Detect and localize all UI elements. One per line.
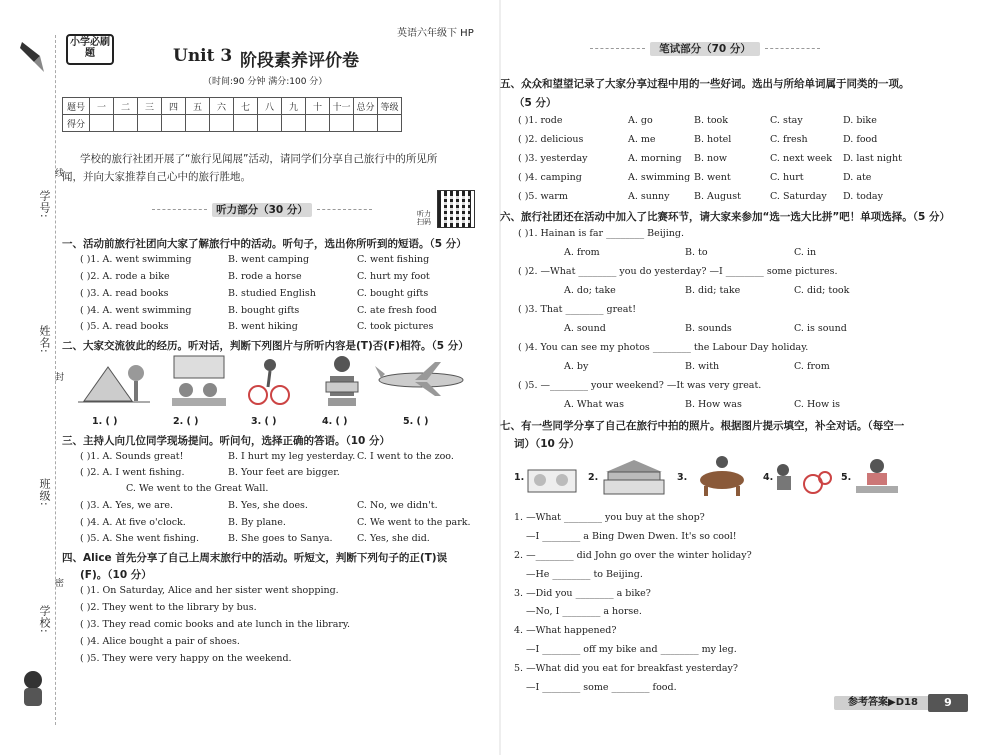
q5-5-option-a[interactable]: A. sunny	[628, 191, 670, 202]
q3-4-option-c[interactable]: C. We went to the park.	[357, 517, 471, 528]
q4-statement-5[interactable]: ( )5. They were very happy on the weekend.	[80, 653, 292, 664]
q7-line[interactable]: —I ________ some ________ food.	[526, 682, 677, 693]
unit-label: Unit 3	[173, 46, 233, 66]
q4-statement-1[interactable]: ( )1. On Saturday, Alice and her sister went shopping.	[80, 585, 339, 596]
q5-2-word[interactable]: ( )2. delicious	[518, 134, 584, 145]
score-cell: 四	[162, 98, 186, 115]
q1-4-option-b[interactable]: B. bought gifts	[228, 305, 300, 316]
q6-1-option-b[interactable]: B. to	[685, 247, 708, 258]
score-cell: 得分	[63, 115, 90, 132]
q5-3-option-a[interactable]: A. morning	[628, 153, 682, 164]
score-input[interactable]	[282, 115, 306, 132]
series-logo: 小学必刷题	[66, 34, 114, 65]
q3-2-option-a[interactable]: ( )2. A. I went fishing.	[80, 467, 185, 478]
qr-label: 听力扫码	[417, 210, 431, 226]
q6-4-option-c[interactable]: C. from	[794, 361, 830, 372]
fell-off-bike-picture-icon	[773, 458, 833, 496]
q1-5-option-a[interactable]: ( )5. A. read books	[80, 321, 169, 332]
q3-2-option-c[interactable]: C. We went to the Great Wall.	[126, 483, 269, 494]
tiananmen-picture-icon	[600, 458, 668, 496]
q5-4-option-b[interactable]: B. went	[694, 172, 731, 183]
score-cell: 十	[306, 98, 330, 115]
q5-5-option-c[interactable]: C. Saturday	[770, 191, 827, 202]
section-4-title-cont: (F)。（10 分）	[80, 569, 152, 581]
q5-4-word[interactable]: ( )4. camping	[518, 172, 582, 183]
riding-horse-picture-icon	[688, 454, 756, 498]
gift-shop-picture-icon	[526, 462, 578, 494]
score-input[interactable]	[90, 115, 114, 132]
q7-line[interactable]: —I ________ a Bing Dwen Dwen. It's so cool!	[526, 531, 737, 542]
q3-3-option-c[interactable]: C. No, we didn't.	[357, 500, 438, 511]
q3-3-option-b[interactable]: B. Yes, she does.	[228, 500, 308, 511]
score-cell: 九	[282, 98, 306, 115]
score-cell: 二	[114, 98, 138, 115]
q5-3-option-b[interactable]: B. now	[694, 153, 727, 164]
q5-3-word[interactable]: ( )3. yesterday	[518, 153, 588, 164]
intro-line: 闻，并向大家推荐自己心中的旅行胜地。	[62, 171, 251, 183]
q3-5-option-a[interactable]: ( )5. A. She went fishing.	[80, 533, 199, 544]
margin-label-class: 班级:	[38, 478, 51, 507]
q7-line[interactable]: 1. —What ________ you buy at the shop?	[514, 512, 705, 523]
score-table-header-row	[63, 98, 402, 115]
q3-1-option-c[interactable]: C. I went to the zoo.	[357, 451, 454, 462]
score-input[interactable]	[378, 115, 402, 132]
q5-2-option-c[interactable]: C. fresh	[770, 134, 808, 145]
pencil-decoration-icon	[18, 38, 46, 78]
picture-label: 4.	[763, 472, 774, 483]
q7-line[interactable]: 4. —What happened?	[514, 625, 617, 636]
score-input[interactable]	[114, 115, 138, 132]
q6-4-option-a[interactable]: A. by	[564, 361, 589, 372]
q7-line[interactable]: —He ________ to Beijing.	[526, 569, 643, 580]
q5-2-option-b[interactable]: B. hotel	[694, 134, 732, 145]
q7-line[interactable]: 2. —________ did John go over the winter holiday?	[514, 550, 752, 561]
score-cell: 八	[258, 98, 282, 115]
q6-3-option-b[interactable]: B. sounds	[685, 323, 732, 334]
score-cell: 六	[210, 98, 234, 115]
picture-1-answer[interactable]: 1. ( )	[92, 416, 118, 427]
section-5-title-cont: （5 分）	[514, 97, 557, 109]
q1-1-option-a[interactable]: ( )1. A. went swimming	[80, 254, 192, 265]
page-number: 9	[928, 694, 968, 712]
q6-3-question: ( )3. That ________ great!	[518, 304, 637, 315]
picture-label: 5.	[841, 472, 852, 483]
score-input[interactable]	[210, 115, 234, 132]
section-1-title: 一、活动前旅行社团向大家了解旅行中的活动。听句子，选出你所听到的短语。（5 分）	[62, 238, 467, 250]
q6-2-option-b[interactable]: B. did; take	[685, 285, 741, 296]
score-input[interactable]	[162, 115, 186, 132]
q5-5-option-d[interactable]: D. today	[843, 191, 883, 202]
picture-5-answer[interactable]: 5. ( )	[403, 416, 429, 427]
q4-statement-3[interactable]: ( )3. They read comic books and ate lunch in the library.	[80, 619, 351, 630]
q6-5-question: ( )5. —________ your weekend? —It was very great.	[518, 380, 762, 391]
q6-2-option-a[interactable]: A. do; take	[564, 285, 616, 296]
score-input[interactable]	[186, 115, 210, 132]
q1-2-option-b[interactable]: B. rode a horse	[228, 271, 302, 282]
classroom-picture-icon	[170, 352, 228, 408]
picture-4-answer[interactable]: 4. ( )	[322, 416, 348, 427]
q5-2-option-d[interactable]: D. food	[843, 134, 878, 145]
mascot-decoration-icon	[16, 668, 50, 712]
q3-5-option-b[interactable]: B. She goes to Sanya.	[228, 533, 333, 544]
q6-2-option-c[interactable]: C. did; took	[794, 285, 850, 296]
q5-5-option-b[interactable]: B. August	[694, 191, 741, 202]
listening-section-band: 听力部分（30 分）	[212, 203, 312, 217]
q6-3-option-c[interactable]: C. is sound	[794, 323, 847, 334]
q1-3-option-a[interactable]: ( )3. A. read books	[80, 288, 169, 299]
score-input[interactable]	[354, 115, 378, 132]
q5-2-option-a[interactable]: A. me	[628, 134, 656, 145]
q3-4-option-a[interactable]: ( )4. A. At five o'clock.	[80, 517, 186, 528]
writing-section-band: 笔试部分（70 分）	[650, 42, 760, 56]
q6-3-option-a[interactable]: A. sound	[564, 323, 606, 334]
q5-5-word[interactable]: ( )5. warm	[518, 191, 568, 202]
section-4-title: 四、Alice 首先分享了自己上周末旅行中的活动。听短文，判断下列句子的正(T)误	[62, 552, 448, 564]
score-cell: 五	[186, 98, 210, 115]
score-cell: 总分	[354, 98, 378, 115]
picture-label: 1.	[514, 472, 525, 483]
q7-line[interactable]: —I ________ off my bike and ________ my leg.	[526, 644, 737, 655]
girl-riding-bike-picture-icon	[248, 355, 290, 407]
q6-5-option-a[interactable]: A. What was	[564, 399, 624, 410]
section-3-title: 三、主持人向几位同学现场提问。听问句，选择正确的答语。（10 分）	[62, 435, 391, 447]
score-input[interactable]	[306, 115, 330, 132]
q6-1-question: ( )1. Hainan is far ________ Beijing.	[518, 228, 684, 239]
q3-1-option-b[interactable]: B. I hurt my leg yesterday.	[228, 451, 356, 462]
q1-5-option-b[interactable]: B. went hiking	[228, 321, 298, 332]
q1-3-option-b[interactable]: B. studied English	[228, 288, 316, 299]
q4-statement-2[interactable]: ( )2. They went to the library by bus.	[80, 602, 257, 613]
score-table-score-row	[63, 115, 402, 132]
airplane-picture-icon	[375, 360, 467, 398]
q3-2-option-b[interactable]: B. Your feet are bigger.	[228, 467, 340, 478]
q5-1-option-b[interactable]: B. took	[694, 115, 729, 126]
q5-4-option-d[interactable]: D. ate	[843, 172, 872, 183]
section-2-title: 二、大家交流彼此的经历。听对话，判断下列图片与所听内容是(T)否(F)相符。（5 分）	[62, 340, 469, 352]
q5-1-option-d[interactable]: D. bike	[843, 115, 877, 126]
q5-1-word[interactable]: ( )1. rode	[518, 115, 563, 126]
score-cell: 题号	[63, 98, 90, 115]
margin-label-name: 姓名:	[38, 325, 51, 354]
q6-1-option-a[interactable]: A. from	[564, 247, 600, 258]
q5-1-option-c[interactable]: C. stay	[770, 115, 803, 126]
q1-3-option-c[interactable]: C. bought gifts	[357, 288, 429, 299]
q1-4-option-c[interactable]: C. ate fresh food	[357, 305, 437, 316]
q3-5-option-c[interactable]: C. Yes, she did.	[357, 533, 430, 544]
margin-label-id: 学号:	[38, 190, 51, 219]
page-title: 阶段素养评价卷	[240, 51, 359, 71]
q5-4-option-c[interactable]: C. hurt	[770, 172, 804, 183]
q5-3-option-c[interactable]: C. next week	[770, 153, 833, 164]
picture-3-answer[interactable]: 3. ( )	[251, 416, 277, 427]
picture-label: 3.	[677, 472, 688, 483]
q1-1-option-b[interactable]: B. went camping	[228, 254, 310, 265]
time-info: （时间:90 分钟 满分:100 分）	[203, 77, 328, 87]
q6-5-option-c[interactable]: C. How is	[794, 399, 841, 410]
q6-4-question: ( )4. You can see my photos ________ the Labour Day holiday.	[518, 342, 809, 353]
score-input[interactable]	[330, 115, 354, 132]
section-7-title: 七、有一些同学分享了自己在旅行中拍的照片。根据图片提示填空，补全对话。（每空一	[500, 420, 905, 432]
q7-line[interactable]: 3. —Did you ________ a bike?	[514, 588, 651, 599]
q4-statement-4[interactable]: ( )4. Alice bought a pair of shoes.	[80, 636, 240, 647]
camping-tent-picture-icon	[78, 355, 150, 407]
q5-1-option-a[interactable]: A. go	[628, 115, 653, 126]
picture-2-answer[interactable]: 2. ( )	[173, 416, 199, 427]
q6-4-option-b[interactable]: B. with	[685, 361, 720, 372]
boy-reading-book-picture-icon	[320, 352, 364, 408]
q6-5-option-b[interactable]: B. How was	[685, 399, 742, 410]
score-cell: 三	[138, 98, 162, 115]
section-7-title-cont: 词）（10 分）	[514, 438, 580, 450]
q1-5-option-c[interactable]: C. took pictures	[357, 321, 434, 332]
q1-4-option-a[interactable]: ( )4. A. went swimming	[80, 305, 192, 316]
q6-1-option-c[interactable]: C. in	[794, 247, 817, 258]
series-label: 英语六年级下 HP	[397, 28, 474, 39]
q7-line[interactable]: —No, I ________ a horse.	[526, 606, 642, 617]
score-cell: 十一	[330, 98, 354, 115]
section-5-title: 五、众众和望望记录了大家分享过程中用的一些好词。选出与所给单词属于同类的一项。	[500, 78, 910, 90]
score-input[interactable]	[234, 115, 258, 132]
picture-label: 2.	[588, 472, 599, 483]
score-input[interactable]	[258, 115, 282, 132]
section-6-title: 六、旅行社团还在活动中加入了比赛环节，请大家来参加“选一选大比拼”吧！单项选择。（5 分）	[500, 211, 951, 223]
qr-code-icon[interactable]	[437, 190, 475, 228]
score-cell: 等级	[378, 98, 402, 115]
q5-3-option-d[interactable]: D. last night	[843, 153, 902, 164]
right-page	[500, 0, 1000, 755]
score-table	[62, 97, 402, 132]
margin-label-line: 线	[53, 168, 63, 178]
q3-3-option-a[interactable]: ( )3. A. Yes, we are.	[80, 500, 174, 511]
answer-reference-link[interactable]: 参考答案▶D18	[834, 696, 932, 710]
q3-1-option-a[interactable]: ( )1. A. Sounds great!	[80, 451, 184, 462]
q7-line[interactable]: 5. —What did you eat for breakfast yesterday?	[514, 663, 738, 674]
score-cell: 七	[234, 98, 258, 115]
margin-label-school: 学校:	[38, 605, 51, 634]
intro-line: 学校的旅行社团开展了“旅行见闻展”活动，请同学们分享自己旅行中的所见所	[80, 153, 438, 165]
margin-label-seal: 封	[53, 372, 63, 382]
score-cell: 一	[90, 98, 114, 115]
q1-2-option-c[interactable]: C. hurt my foot	[357, 271, 430, 282]
q1-1-option-c[interactable]: C. went fishing	[357, 254, 430, 265]
q6-2-question: ( )2. —What ________ you do yesterday? —I ________ some pictures.	[518, 266, 838, 277]
q1-2-option-a[interactable]: ( )2. A. rode a bike	[80, 271, 170, 282]
q3-4-option-b[interactable]: B. By plane.	[228, 517, 286, 528]
score-input[interactable]	[138, 115, 162, 132]
q5-4-option-a[interactable]: A. swimming	[628, 172, 691, 183]
margin-label-secret: 密	[53, 578, 63, 588]
breakfast-picture-icon	[852, 456, 902, 496]
